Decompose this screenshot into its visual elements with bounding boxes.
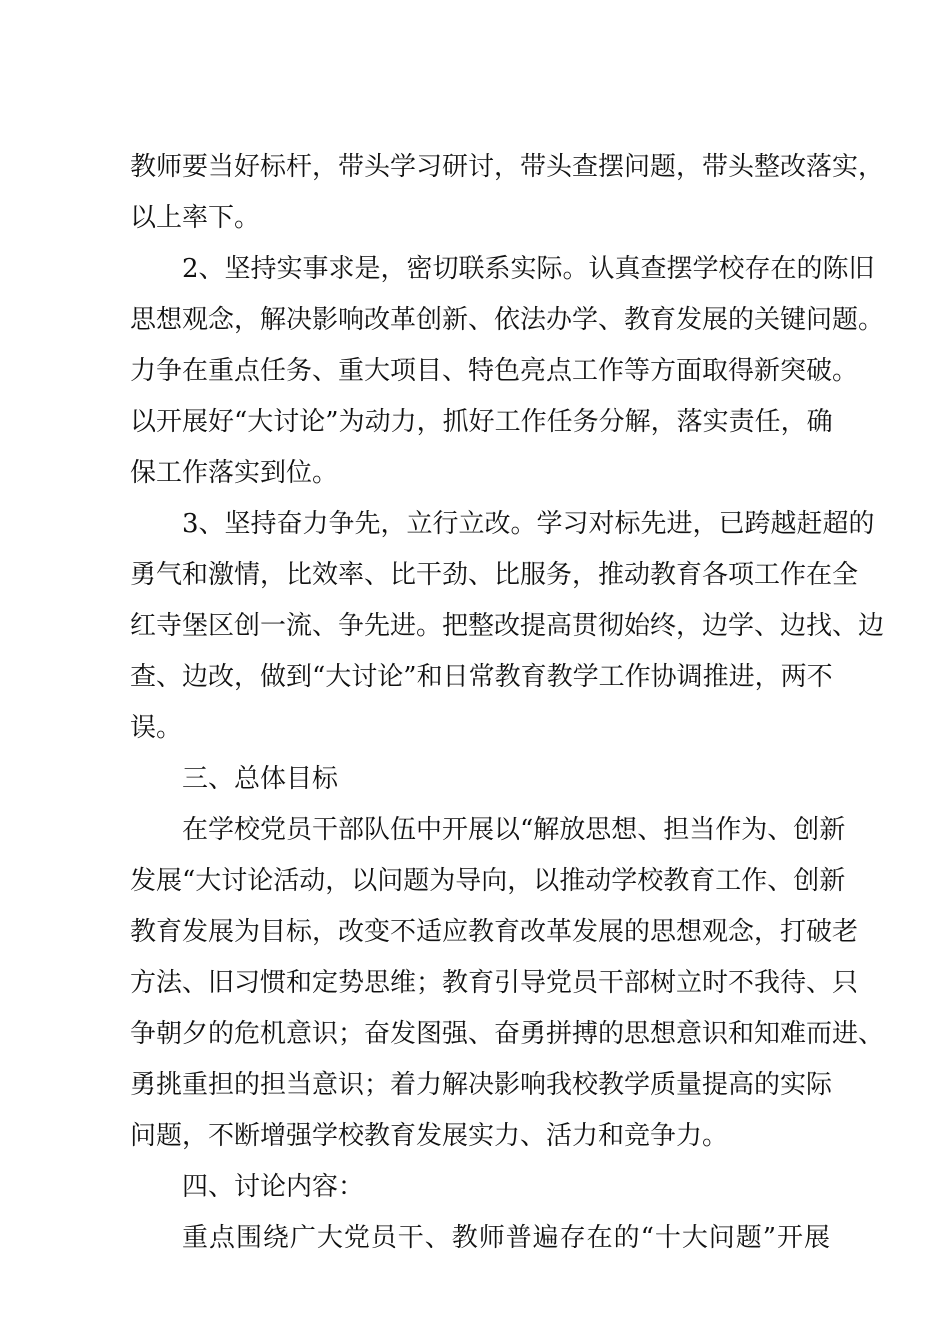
text-line: 方法、旧习惯和定势思维；教育引导党员干部树立时不我待、只	[130, 968, 859, 998]
text-line: 问题，不断增强学校教育发展实力、活力和竞争力。	[130, 1121, 729, 1151]
text-line: 四、讨论内容：	[182, 1172, 365, 1202]
text-line: 以开展好“大讨论”为动力，抓好工作任务分解，落实责任，确	[130, 407, 833, 437]
text-line: 教育发展为目标，改变不适应教育改革发展的思想观念，打破老	[130, 917, 859, 947]
text-line: 重点围绕广大党员干、教师普遍存在的“十大问题”开展	[182, 1223, 830, 1253]
text-line: 勇气和激情，比效率、比干劲、比服务，推动教育各项工作在全	[130, 560, 859, 590]
text-line: 以上率下。	[130, 203, 261, 233]
text-line: 在学校党员干部队伍中开展以“解放思想、担当作为、创新	[182, 815, 846, 845]
text-line: 争朝夕的危机意识；奋发图强、奋勇拼搏的思想意识和知难而进、	[130, 1019, 885, 1049]
text-line: 教师要当好标杆，带头学习研讨，带头查摆问题，带头整改落实，	[130, 152, 885, 182]
text-line: 保工作落实到位。	[130, 458, 339, 488]
text-line: 3、坚持奋力争先，立行立改。学习对标先进，已跨越赶超的	[182, 509, 875, 539]
document-body	[130, 142, 885, 1264]
text-line: 发展“大讨论活动，以问题为导向，以推动学校教育工作、创新	[130, 866, 846, 896]
text-line: 勇挑重担的担当意识；着力解决影响我校教学质量提高的实际	[130, 1070, 833, 1100]
text-line: 误。	[130, 713, 183, 743]
text-line: 2、坚持实事求是，密切联系实际。认真查摆学校存在的陈旧	[182, 254, 875, 284]
text-line: 三、总体目标	[182, 764, 339, 794]
text-line: 思想观念，解决影响改革创新、依法办学、教育发展的关键问题。	[130, 305, 885, 335]
text-line: 查、边改，做到“大讨论”和日常教育教学工作协调推进，两不	[130, 662, 833, 692]
text-line: 红寺堡区创一流、争先进。把整改提高贯彻始终，边学、边找、边	[130, 611, 885, 641]
text-line: 力争在重点任务、重大项目、特色亮点工作等方面取得新突破。	[130, 356, 859, 386]
